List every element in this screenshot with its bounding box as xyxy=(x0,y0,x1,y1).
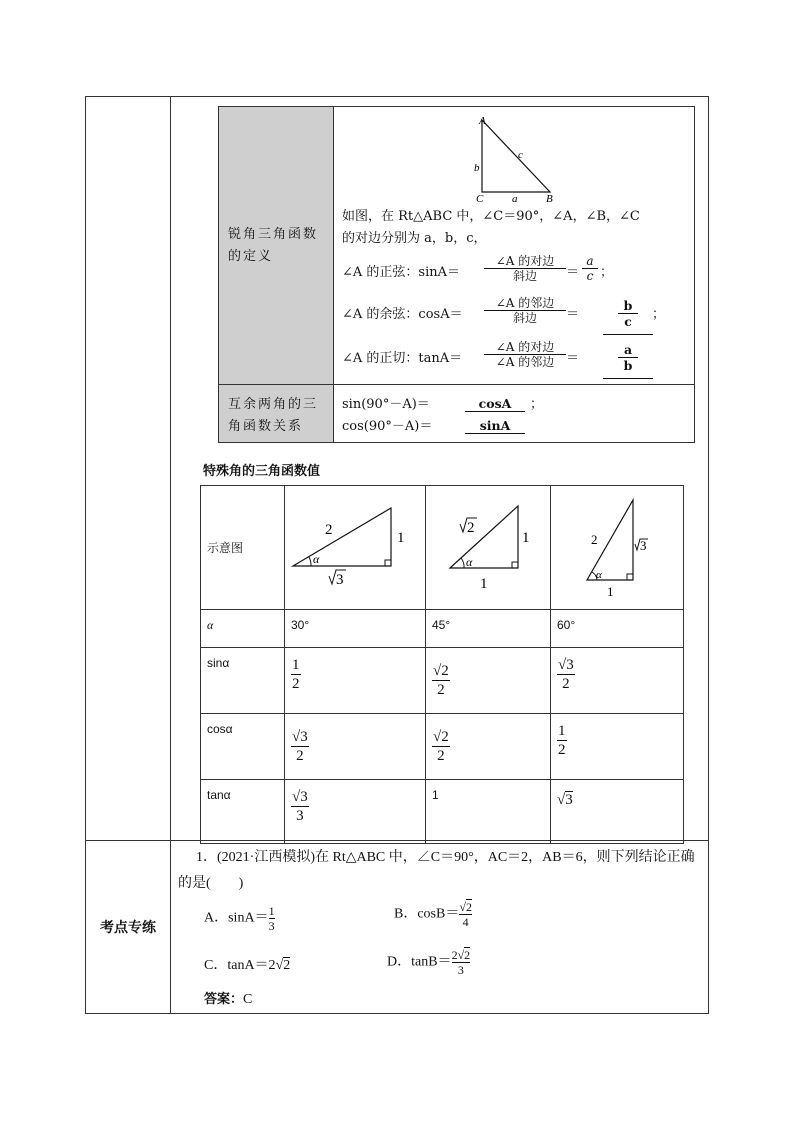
section-label: 考点专练 xyxy=(100,920,156,936)
tan-answer-line xyxy=(603,378,653,379)
t45-angle: α xyxy=(466,555,473,569)
side-c: c xyxy=(518,149,523,161)
sin-45-value: $\frac{√2}{2}$ xyxy=(433,663,449,698)
cos-30-cell xyxy=(285,714,426,780)
tan-60-cell xyxy=(551,780,684,844)
cos-60-cell xyxy=(551,714,684,780)
alpha-30: 30° xyxy=(285,610,426,648)
sin-prefix: ∠A 的正弦：sinA＝ xyxy=(342,265,461,280)
comp-cos-answer: sinA xyxy=(465,418,525,434)
t30-adj: 3 xyxy=(336,572,344,588)
sin-result: $\frac{a}{c}$ xyxy=(582,254,598,283)
comp-sin-answer: cosA xyxy=(465,396,525,412)
sin-30-cell xyxy=(285,648,426,714)
t60-opp: 3 xyxy=(640,538,647,553)
sin-60-value: $\frac{√3}{2}$ xyxy=(558,657,574,692)
cos-fraction: ∠A 的邻边 斜边 xyxy=(484,296,566,325)
comp-cos-line: cos(90°－A)＝ xyxy=(342,419,433,434)
definition-intro-2: 的对边分别为 a，b，c， xyxy=(342,231,487,246)
tan-fraction: ∠A 的对边 ∠A 的邻边 xyxy=(484,340,566,369)
tan-60-value: √3 xyxy=(557,792,573,808)
definition-row-divider xyxy=(218,384,695,385)
row-diagram-label: 示意图 xyxy=(201,486,285,610)
vertex-c: C xyxy=(476,193,484,204)
diagram-45 xyxy=(426,486,551,610)
t60-hyp: 2 xyxy=(591,532,598,547)
sin-60-cell xyxy=(551,648,684,714)
comp-sin-line: sin(90°－A)＝ xyxy=(342,397,430,412)
cos-45-value: $\frac{√2}{2}$ xyxy=(433,729,449,764)
triangle-60-figure xyxy=(551,486,683,606)
sin-fraction: ∠A 的对边 斜边 xyxy=(484,254,566,283)
row-sin-label: sinα xyxy=(201,648,285,714)
question-line-1: 1．(2021·江西模拟)在 Rt△ABC 中，∠C＝90°，AC＝2，AB＝6，则下列结论正确 xyxy=(196,850,695,865)
sin-end: ； xyxy=(600,265,614,280)
t45-hyp: 2 xyxy=(467,520,475,536)
option-b[interactable]: B．cosB＝ $\frac{√2}{4}$ xyxy=(394,900,472,929)
cos-45-cell xyxy=(426,714,551,780)
tan-answer: a b xyxy=(606,342,650,373)
answer-line xyxy=(204,988,252,1008)
cos-prefix: ∠A 的余弦：cosA＝ xyxy=(342,307,463,322)
tan-equals: ＝ xyxy=(566,351,580,366)
option-a[interactable]: A．sinA＝ $\frac{1}{3}$ xyxy=(204,904,275,933)
diagram-30 xyxy=(285,486,426,610)
vertex-b: B xyxy=(546,193,553,204)
definition-intro-1: 如图，在 Rt△ABC 中，∠C＝90°，∠A，∠B，∠C xyxy=(342,209,640,224)
alpha-45: 45° xyxy=(426,610,551,648)
t60-angle: α xyxy=(596,569,602,581)
t45-adj: 1 xyxy=(480,576,488,592)
complementary-label: 互余两角的三角函数关系 xyxy=(228,397,319,434)
side-a: a xyxy=(512,193,518,204)
special-angles-title: 特殊角的三角函数值 xyxy=(203,464,321,479)
t30-angle: α xyxy=(313,552,320,566)
cos-30-value: $\frac{√3}{2}$ xyxy=(292,729,308,764)
triangle-45-figure xyxy=(426,486,550,606)
vertex-a: A xyxy=(479,115,486,127)
side-b: b xyxy=(474,162,480,174)
question-line-2: 的是( ) xyxy=(178,876,244,891)
tan-30-cell xyxy=(285,780,426,844)
comp-sin-end: ； xyxy=(530,397,544,412)
alpha-60: 60° xyxy=(551,610,684,648)
cos-equals: ＝ xyxy=(566,307,580,322)
sin-30-value: $\frac{1}{2}$ xyxy=(292,657,300,692)
definition-label-cell xyxy=(218,106,334,443)
triangle-30-figure xyxy=(285,486,425,606)
row-tan-label: tanα xyxy=(201,780,285,844)
cos-answer: b c xyxy=(606,298,650,329)
triangle-abc-figure xyxy=(470,112,560,204)
t60-adj: 1 xyxy=(607,584,614,599)
sin-45-cell xyxy=(426,648,551,714)
answer-label: 答案： xyxy=(204,992,244,1007)
option-c[interactable]: C．tanA＝2√2 xyxy=(204,958,291,973)
cos-60-value: $\frac{1}{2}$ xyxy=(558,723,566,758)
sin-equals: ＝ xyxy=(566,265,580,280)
cos-end: ； xyxy=(652,307,666,322)
t45-opp: 1 xyxy=(522,530,530,546)
t30-opp: 1 xyxy=(397,530,405,546)
cos-answer-line xyxy=(603,334,653,335)
tan-45-value: 1 xyxy=(426,780,551,844)
row-cos-label: cosα xyxy=(201,714,285,780)
option-d[interactable]: D．tanB＝ $\frac{2√2}{3}$ xyxy=(387,948,471,977)
special-angles-table xyxy=(200,485,684,844)
answer-value: C xyxy=(243,992,253,1007)
definition-label: 锐角三角函数的定义 xyxy=(228,227,319,264)
tan-30-value: $\frac{√3}{3}$ xyxy=(292,789,308,824)
diagram-60 xyxy=(551,486,684,610)
row-alpha-label: α xyxy=(201,610,285,648)
tan-prefix: ∠A 的正切：tanA＝ xyxy=(342,351,463,366)
t30-hyp: 2 xyxy=(325,522,333,538)
